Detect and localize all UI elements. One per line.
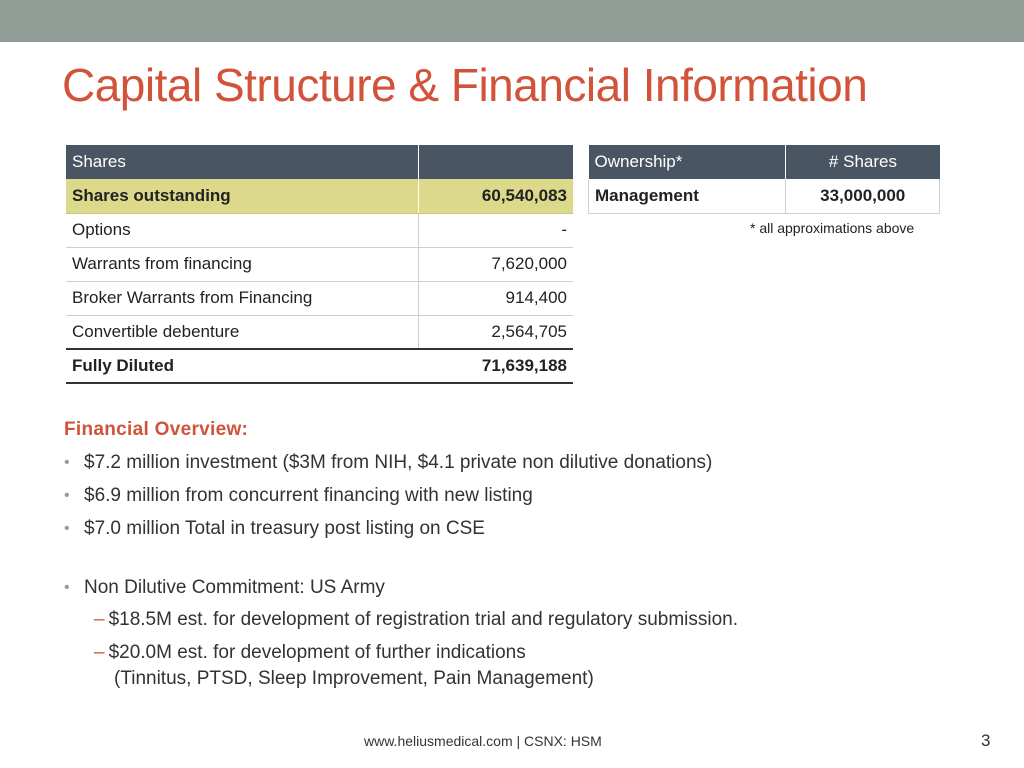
bullet-icon: • [64, 579, 70, 596]
bullet-icon: • [64, 454, 70, 471]
top-band [0, 0, 1024, 42]
total-row [66, 349, 573, 383]
shares-header-value [418, 145, 573, 179]
row-label: Options [66, 213, 418, 247]
sub-item-text: $18.5M est. for development of registration trial and regulatory submission. [108, 609, 739, 630]
footer-text: www.heliusmedical.com | CSNX: HSM [364, 733, 602, 749]
ownership-table-header [589, 145, 940, 179]
row-value: 7,620,000 [418, 247, 573, 281]
row-label: Warrants from financing [66, 247, 418, 281]
row-value: 914,400 [418, 281, 573, 315]
page-number: 3 [981, 731, 991, 750]
dash-icon: – [94, 609, 105, 630]
bullet-text: $7.2 million investment ($3M from NIH, $4.1 private non dilutive donations) [84, 452, 713, 473]
financial-bullets [64, 451, 712, 550]
commitment-bullets [64, 576, 385, 609]
shares-table [66, 145, 573, 384]
list-item [64, 517, 712, 550]
ownership-header-value: # Shares [786, 145, 940, 179]
shares-header-label: Shares [66, 145, 418, 179]
bullet-icon: • [64, 520, 70, 537]
shares-table-header [66, 145, 573, 179]
row-value: 33,000,000 [786, 179, 940, 213]
slide-title: Capital Structure & Financial Information [62, 59, 868, 111]
list-item [64, 576, 385, 609]
list-item [64, 451, 712, 484]
table-row [66, 213, 573, 247]
row-label: Management [589, 179, 786, 213]
sub-item-continuation: (Tinnitus, PTSD, Sleep Improvement, Pain Management) [114, 668, 594, 689]
ownership-footnote: * all approximations above [750, 220, 915, 236]
row-value: 2,564,705 [418, 315, 573, 349]
sub-item-text: $20.0M est. for development of further indications [108, 642, 526, 663]
row-label: Convertible debenture [66, 315, 418, 349]
dash-icon: – [94, 642, 105, 663]
list-item [64, 484, 712, 517]
ownership-table [588, 145, 940, 214]
table-row [66, 247, 573, 281]
bullet-text: $7.0 million Total in treasury post listing on CSE [84, 518, 485, 539]
row-label: Broker Warrants from Financing [66, 281, 418, 315]
row-label: Shares outstanding [66, 179, 418, 213]
table-row [589, 179, 940, 213]
sub-item [94, 640, 594, 692]
row-label: Fully Diluted [66, 349, 418, 383]
ownership-header-label: Ownership* [589, 145, 786, 179]
financial-overview-heading: Financial Overview: [64, 419, 249, 440]
bullet-text: Non Dilutive Commitment: US Army [84, 577, 385, 598]
sub-item [94, 607, 738, 633]
row-value: 60,540,083 [418, 179, 573, 213]
table-row [66, 179, 573, 213]
bullet-text: $6.9 million from concurrent financing with new listing [84, 485, 533, 506]
row-value: 71,639,188 [418, 349, 573, 383]
row-value: - [418, 213, 573, 247]
table-row [66, 281, 573, 315]
bullet-icon: • [64, 487, 70, 504]
table-row [66, 315, 573, 349]
